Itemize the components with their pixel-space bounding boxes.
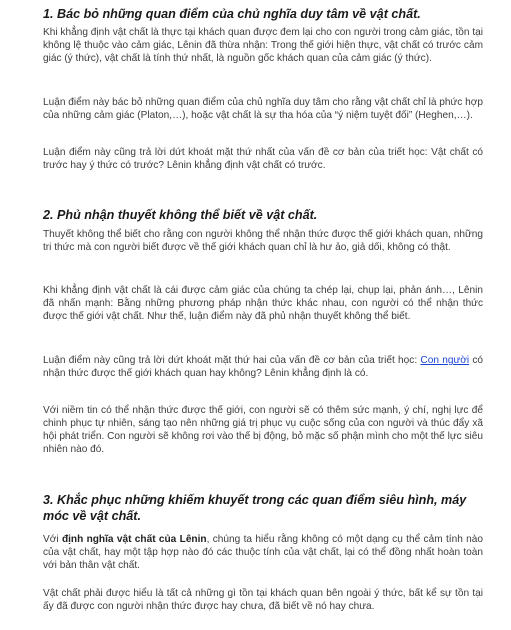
section-2-heading: 2. Phủ nhận thuyết không thể biết về vật chất.: [43, 208, 318, 222]
section-2-paragraph-1: Thuyết không thể biết cho rằng con người không thể nhận thức được thế giới khách quan, những tri thức mà con người biết được về thế giới khách quan chỉ là hư ảo, giả dối, không có thật.: [43, 229, 483, 253]
con-nguoi-link[interactable]: Con người: [420, 355, 470, 366]
section-1-paragraph-1: Khi khẳng định vật chất là thực tại khách quan được đem lại cho con người trong cảm giác, tồn tại không lệ thuộc vào cảm giác, Lênin đã thừa nhận: Trong thế giới hiện thực, vật chất có trước cảm giác (ý thức), vật chất là tính thứ nhất, là nguồn gốc khách quan của cảm giác (ý thức).: [43, 27, 483, 64]
section-2-paragraph-4: Với niềm tin có thể nhận thức được thế giới, con người sẽ có thêm sức mạnh, ý chí, nghị lực để chinh phục tự nhiên, sáng tạo nên những giá trị phục vụ cuộc sống của con người và thúc đẩy xã hội phát triển. Con người sẽ không rơi vào thế bị động, bỏ mặc số phận mình cho một thế lực siêu nhiên nào đó.: [43, 405, 483, 455]
section-2-paragraph-2: Khi khẳng định vật chất là cái được cảm giác của chúng ta chép lại, chụp lại, phản ánh…, Lênin đã nhấn mạnh: Bằng những phương pháp nhận thức khác nhau, con người có thể nhận thức được thế giới vật chất. Như thế, luận điểm này đã phủ nhận thuyết không thể biết.: [43, 285, 483, 322]
section-3-paragraph-1-text-a: Với: [43, 534, 62, 545]
section-3-paragraph-1-text-b: , chúng ta hiểu rằng không có một dạng cụ thể cảm tính nào của vật chất, hay một tập hợp nào đó các thuộc tính của vật chất, lại có thể đồng nhất hoàn toàn với bản thân vật chất.: [43, 534, 484, 571]
section-2-paragraph-3-text-a: Luận điểm này cũng trả lời dứt khoát mặt thứ hai của vấn đề cơ bản của triết học:: [43, 355, 421, 366]
section-3-paragraph-2: Vật chất phải được hiểu là tất cả những gì tồn tại khách quan bên ngoài ý thức, bất kể sự tồn tại ấy đã được con người nhận thức được hay chưa, đã biết về nó hay chưa.: [43, 588, 483, 612]
section-2-paragraph-3-text-b: có nhận thức được thế giới khách quan hay không? Lênin khẳng định là có.: [43, 355, 483, 379]
section-1-heading: 1. Bác bỏ những quan điểm của chủ nghĩa duy tâm về vật chất.: [43, 7, 421, 21]
section-1-paragraph-2: Luận điểm này bác bỏ những quan điểm của chủ nghĩa duy tâm cho rằng vật chất chỉ là phức hợp của những cảm giác (Platon,…), hoặc vật chất là sự tha hóa của “ý niệm tuyệt đối” (Heghen,…).: [43, 97, 483, 121]
section-3-heading: 3. Khắc phục những khiếm khuyết trong các quan điểm siêu hình, máy móc về vật chất.: [43, 493, 467, 523]
section-2-paragraph-3: [43, 354, 483, 380]
lenin-definition-bold: định nghĩa vật chất của Lênin: [61, 534, 207, 545]
section-3-paragraph-1: [43, 533, 483, 572]
section-1-paragraph-3: Luận điểm này cũng trả lời dứt khoát mặt thứ nhất của vấn đề cơ bản của triết học: Vật chất có trước hay ý thức có trước? Lênin khẳng định vật chất có trước.: [43, 147, 483, 171]
